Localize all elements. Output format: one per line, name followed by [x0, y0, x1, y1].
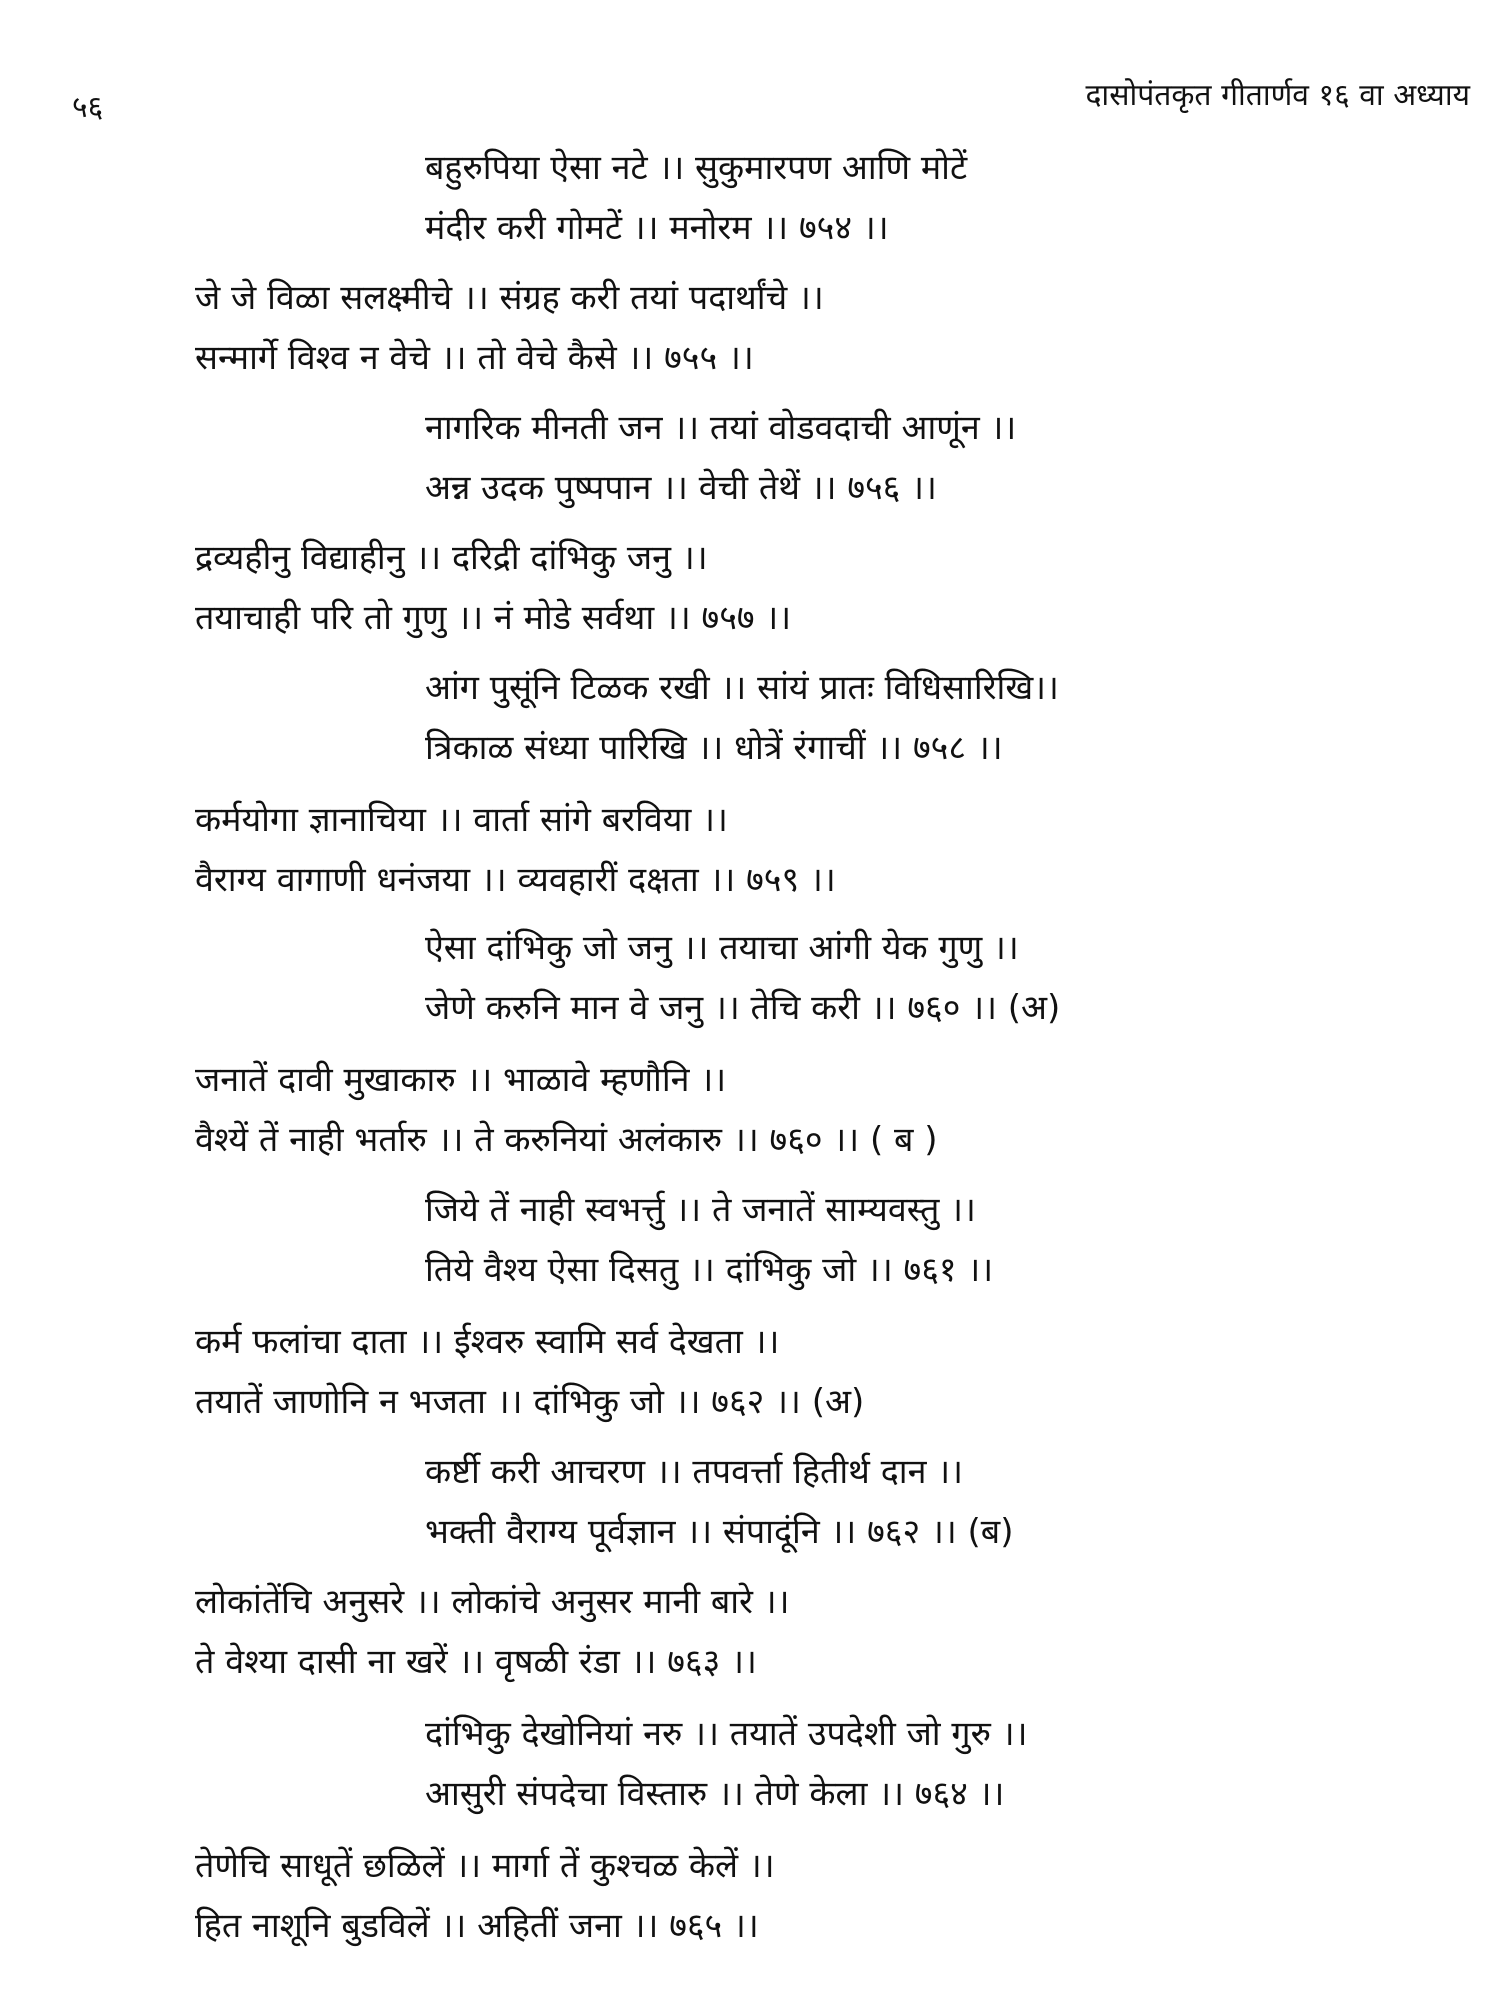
verse-line: कर्ष्टी करी आचरण ।। तपवर्त्ता हितीर्थ दान ।।	[425, 1452, 964, 1492]
verse-line: कर्म फलांचा दाता ।। ईश्वरु स्वामि सर्व देखता ।।	[195, 1322, 780, 1362]
verse-760b	[195, 1050, 938, 1170]
verse-line: तयाचाही परि तो गुणु ।। नं मोडे सर्वथा ।। ७५७ ।।	[195, 598, 792, 638]
running-title: दासोपंतकृत गीतार्णव १६ वा अध्याय	[1085, 78, 1470, 113]
verse-764	[425, 1704, 1027, 1824]
verse-line: सन्मार्गे विश्व न वेचे ।। तो वेचे कैसे ।। ७५५ ।।	[195, 338, 754, 378]
verse-line: ते वेश्या दासी ना खरें ।। वृषळी रंडा ।। ७६३ ।।	[195, 1642, 757, 1682]
verse-line: नागरिक मीनती जन ।। तयां वोडवदाची आणूंन ।।	[425, 408, 1017, 448]
verse-763	[195, 1572, 790, 1692]
verse-754	[425, 138, 967, 258]
verse-line: बहुरुपिया ऐसा नटे ।। सुकुमारपण आणि मोटें	[425, 148, 968, 188]
verse-line: हित नाशूनि बुडविलें ।। अहितीं जना ।। ७६५ ।।	[195, 1906, 759, 1946]
verse-line: आसुरी संपदेचा विस्तारु ।। तेणे केला ।। ७६४ ।।	[425, 1774, 1005, 1814]
verse-line: तयातें जाणोनि न भजता ।। दांभिकु जो ।। ७६२ ।। (अ)	[195, 1382, 865, 1422]
verse-765	[195, 1836, 775, 1956]
verse-line: दांभिकु देखोनियां नरु ।। तयातें उपदेशी जो गुरु ।।	[425, 1714, 1028, 1754]
verse-line: लोकांतेंचि अनुसरे ।। लोकांचे अनुसर मानी बारे ।।	[195, 1582, 790, 1622]
verse-756	[425, 398, 1016, 518]
verse-line: जे जे विळा सलक्ष्मीचे ।। संग्रह करी तयां पदार्थांचे ।।	[195, 278, 824, 318]
verse-line: जेणे करुनि मान वे जनु ।। तेचि करी ।। ७६० ।। (अ)	[425, 988, 1061, 1028]
verse-line: भक्ती वैराग्य पूर्वज्ञान ।। संपादूंनि ।। ७६२ ।। (ब)	[425, 1512, 1014, 1552]
verse-line: द्रव्यहीनु विद्याहीनु ।। दरिद्री दांभिकु जनु ।।	[195, 538, 708, 578]
verse-line: जिये तें नाही स्वभर्त्तु ।। ते जनातें साम्यवस्तु ।।	[425, 1190, 976, 1230]
verse-line: आंग पुसूंनि टिळक रखी ।। सांयं प्रातः विधिसारिखि।।	[425, 668, 1059, 708]
verse-759	[195, 790, 836, 910]
page-number: ५६	[72, 90, 104, 125]
verse-line: जनातें दावी मुखाकारु ।। भाळावे म्हणौनि ।।	[195, 1060, 727, 1100]
verse-line: वैराग्य वागाणी धनंजया ।। व्यवहारीं दक्षता ।। ७५९ ।।	[195, 860, 836, 900]
verse-line: कर्मयोगा ज्ञानाचिया ।। वार्ता सांगे बरविया ।।	[195, 800, 728, 840]
verse-755	[195, 268, 824, 388]
verse-761	[425, 1180, 993, 1300]
verse-762a	[195, 1312, 864, 1432]
verse-line: त्रिकाळ संध्या पारिखि ।। धोत्रें रंगाचीं ।। ७५८ ।।	[425, 728, 1003, 768]
verse-762b	[425, 1442, 1013, 1562]
verse-line: वैश्यें तें नाही भर्तारु ।। ते करुनियां अलंकारु ।। ७६० ।। ( ब )	[195, 1120, 938, 1160]
verse-line: मंदीर करी गोमटें ।। मनोरम ।। ७५४ ।।	[425, 208, 889, 248]
verse-line: तेणेचि साधूतें छळिलें ।। मार्गा तें कुश्चळ केलें ।।	[195, 1846, 775, 1886]
verse-760a	[425, 918, 1060, 1038]
verse-757	[195, 528, 791, 648]
verse-line: अन्न उदक पुष्पपान ।। वेची तेथें ।। ७५६ ।।	[425, 468, 937, 508]
verse-line: तिये वैश्य ऐसा दिसतु ।। दांभिकु जो ।। ७६१ ।।	[425, 1250, 994, 1290]
verse-line: ऐसा दांभिकु जो जनु ।। तयाचा आंगी येक गुणु ।।	[425, 928, 1019, 968]
verse-758	[425, 658, 1059, 778]
